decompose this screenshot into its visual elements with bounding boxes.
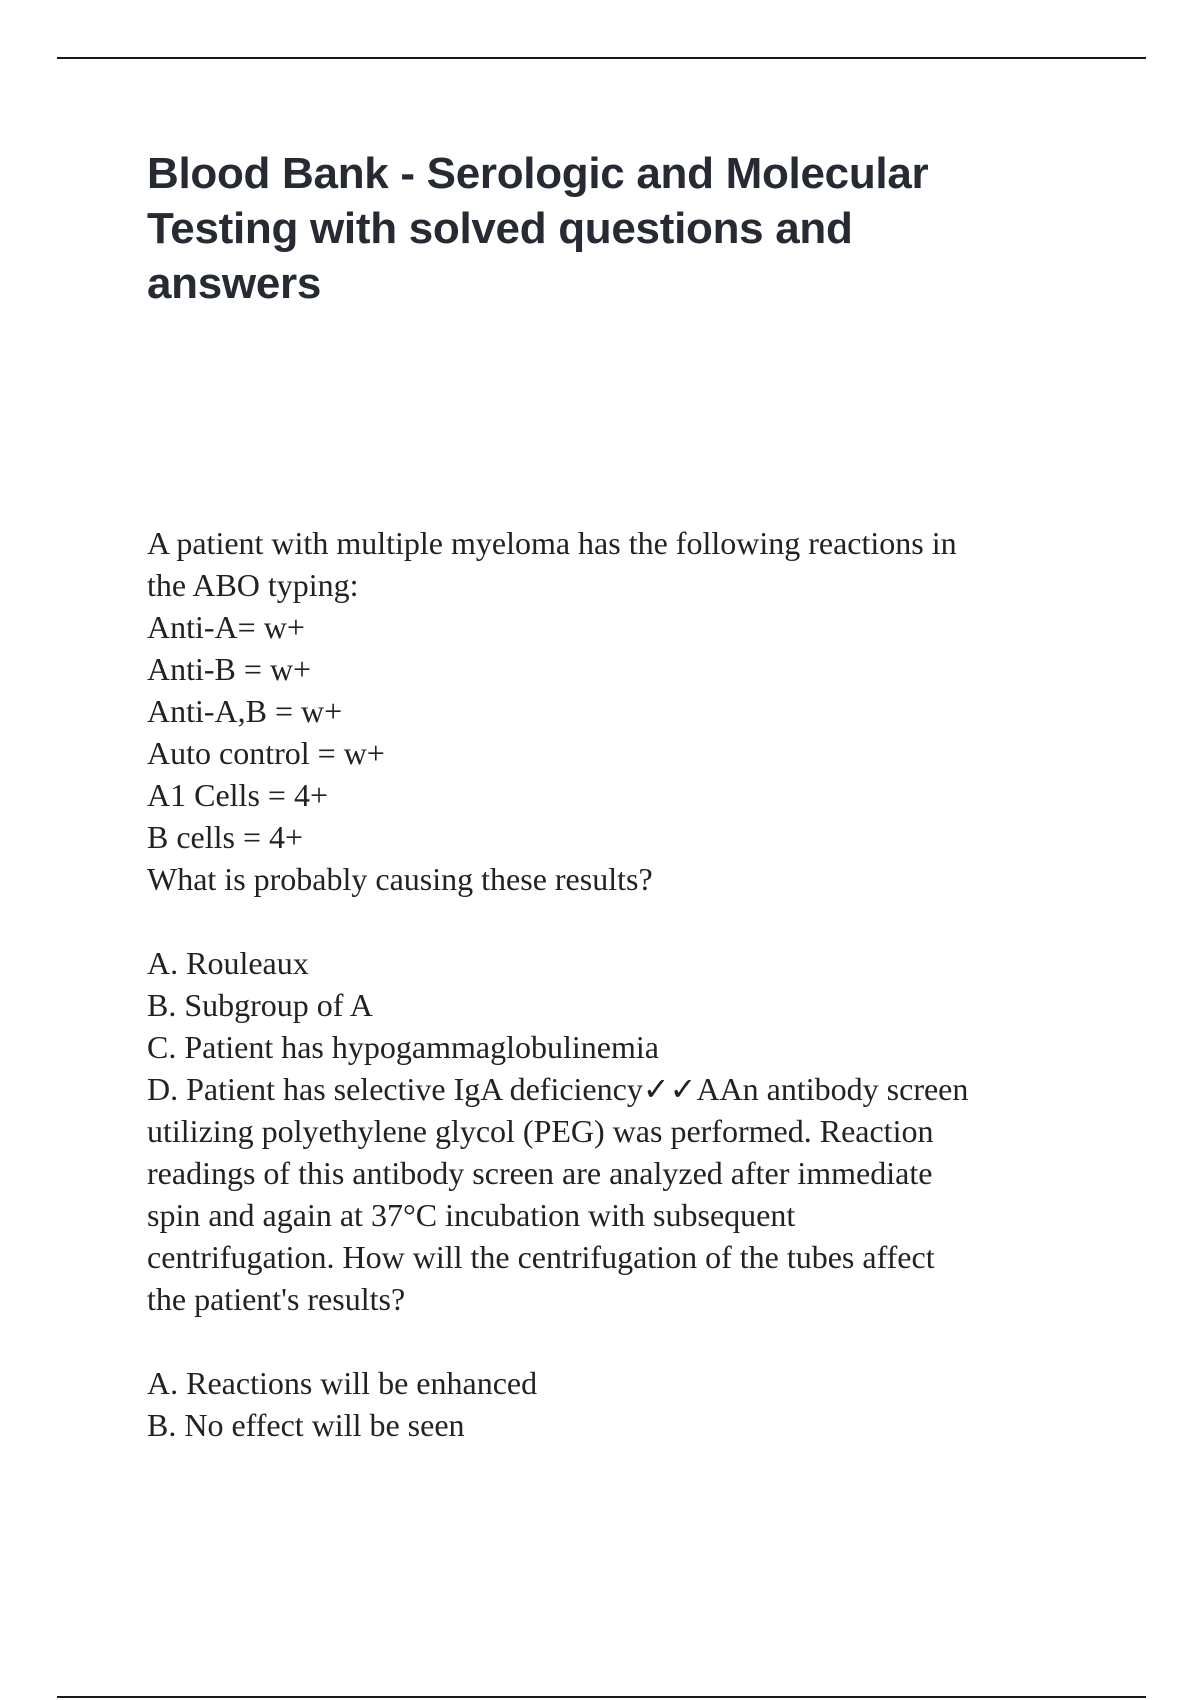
- text-line: A patient with multiple myeloma has the following reactions in: [147, 525, 957, 561]
- question-1-options: [147, 942, 968, 1068]
- document-body: [147, 522, 968, 1446]
- text-line: the ABO typing:: [147, 567, 359, 603]
- question-2-options: [147, 1362, 968, 1446]
- answer-option: C. Patient has hypogammaglobulinemia: [147, 1029, 659, 1065]
- footer-divider: [57, 1696, 1146, 1698]
- text-line: D. Patient has selective IgA deficiency✓✓AAn antibody screen: [147, 1071, 969, 1107]
- answer-option: B. Subgroup of A: [147, 987, 373, 1023]
- text-line: Auto control = w+: [147, 735, 385, 771]
- text-line: A1 Cells = 4+: [147, 777, 328, 813]
- question-2-stem: [147, 1068, 968, 1320]
- title-line: Testing with solved questions and: [147, 204, 853, 253]
- text-line: the patient's results?: [147, 1281, 406, 1317]
- text-line: utilizing polyethylene glycol (PEG) was performed. Reaction: [147, 1113, 934, 1149]
- text-line: What is probably causing these results?: [147, 861, 653, 897]
- answer-option: A. Reactions will be enhanced: [147, 1365, 538, 1401]
- title-line: answers: [147, 259, 322, 308]
- text-line: B cells = 4+: [147, 819, 304, 855]
- header-divider: [57, 57, 1146, 59]
- text-line: Anti-B = w+: [147, 651, 312, 687]
- question-1-stem: [147, 522, 968, 900]
- answer-option: A. Rouleaux: [147, 945, 309, 981]
- title-line: Blood Bank - Serologic and Molecular: [147, 149, 929, 198]
- document-title: [147, 146, 1107, 311]
- text-line: Anti-A= w+: [147, 609, 305, 645]
- text-line: spin and again at 37°C incubation with subsequent: [147, 1197, 796, 1233]
- answer-option: B. No effect will be seen: [147, 1407, 465, 1443]
- text-line: readings of this antibody screen are analyzed after immediate: [147, 1155, 933, 1191]
- text-line: centrifugation. How will the centrifugation of the tubes affect: [147, 1239, 935, 1275]
- text-line: Anti-A,B = w+: [147, 693, 343, 729]
